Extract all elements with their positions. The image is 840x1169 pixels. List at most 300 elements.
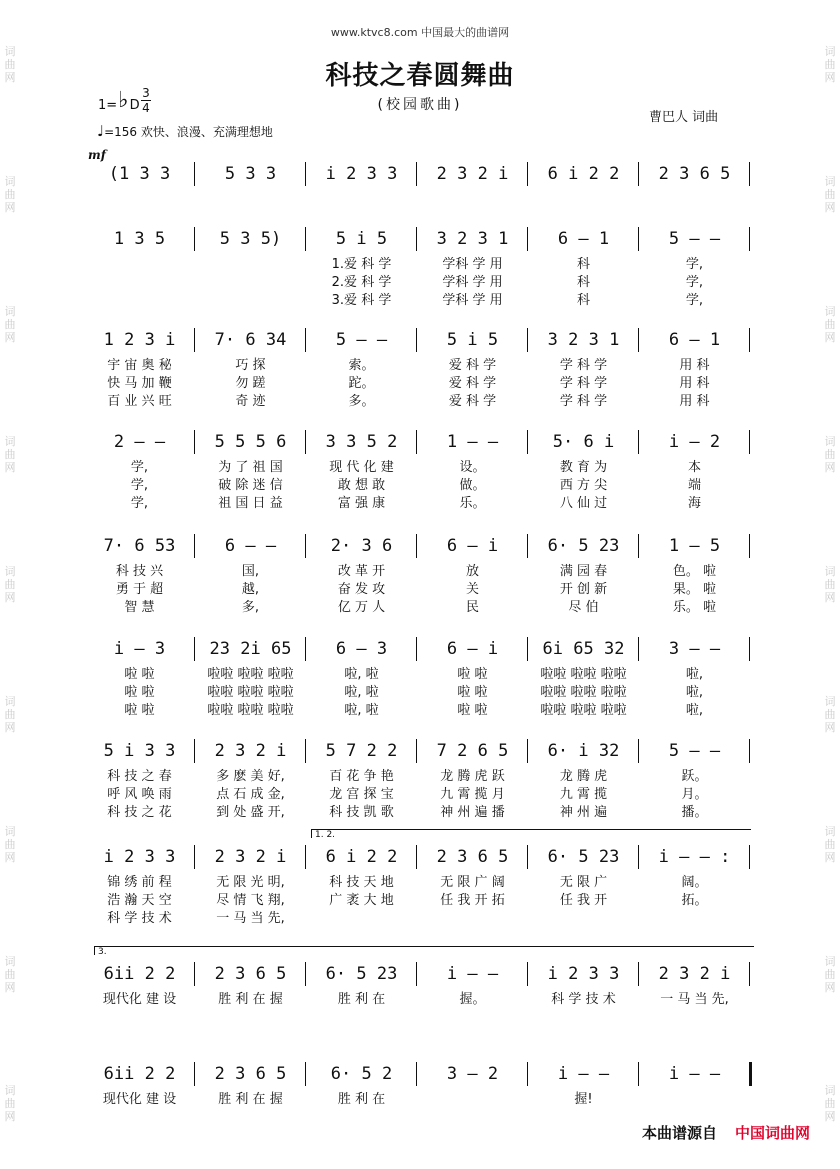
- tempo-text: =156 欢快、浪漫、充满理想地: [104, 125, 273, 139]
- system-8: [84, 830, 750, 926]
- lyric-segment: 啦 啦: [124, 685, 155, 700]
- song-title: 科技之春圆舞曲: [325, 61, 515, 91]
- lyric-segment: 1.爱 科 学: [331, 257, 392, 272]
- lyric-segment: 用 科: [679, 376, 710, 391]
- key-prefix: 1=: [98, 98, 118, 113]
- watermark-char: 曲: [824, 967, 836, 981]
- lyric-segment: 民: [465, 600, 479, 615]
- watermark-group: [823, 825, 837, 864]
- barline: [527, 162, 528, 186]
- lyric-segment: 学科 学 用: [442, 257, 503, 272]
- lyric-segment: 啦啦 啦啦 啦啦: [207, 667, 294, 682]
- measure: 2 3 2 i: [214, 847, 287, 867]
- watermark-char: 网: [824, 1110, 836, 1124]
- measure: 3 3 5 2: [325, 432, 398, 452]
- lyric-segment: 现 代 化 建: [329, 460, 394, 475]
- barline: [416, 1062, 417, 1086]
- lyric-line-1: [84, 253, 750, 271]
- measure: 6 – 1: [668, 330, 721, 350]
- barline: [194, 637, 195, 661]
- lyric-segment: 八 仙 过: [559, 496, 608, 511]
- system-4: [84, 428, 750, 510]
- lyric-segment: 学科 学 用: [442, 293, 503, 308]
- lyric-segment: 胜 利 在: [337, 1092, 386, 1107]
- lyric-segment: 科 学 技 术: [107, 911, 172, 926]
- barline: [194, 430, 195, 454]
- barline: [638, 534, 639, 558]
- lyric-segment: 智 慧: [124, 600, 155, 615]
- barline: [527, 962, 528, 986]
- measure: 1 3 5: [113, 229, 166, 249]
- time-signature: [141, 86, 151, 115]
- lyric-line-3: [84, 289, 750, 307]
- barline: [527, 845, 528, 869]
- watermark-right: [823, 0, 837, 1169]
- watermark-char: 网: [4, 71, 16, 85]
- flat-sign-icon: ♭: [118, 88, 129, 113]
- lyric-segment: 广 袤 大 地: [329, 893, 394, 908]
- key-signature: [98, 90, 140, 115]
- measure: 6· 5 2: [330, 1064, 393, 1084]
- watermark-char: 网: [4, 720, 16, 734]
- lyric-segment: 现代化 建 设: [102, 992, 177, 1007]
- barline: [305, 962, 306, 986]
- lyric-segment: 龙 宫 探 宝: [329, 787, 394, 802]
- watermark-group: [823, 695, 837, 734]
- lyric-segment: 学,: [685, 275, 704, 290]
- system-1: [84, 160, 750, 188]
- lyric-segment: 点 石 成 金,: [216, 787, 285, 802]
- lyric-segment: 关: [465, 582, 479, 597]
- lyric-segment: 科 技 凯 歌: [329, 805, 394, 820]
- barline: [527, 1062, 528, 1086]
- measure: 5 – –: [668, 229, 721, 249]
- footer-credit: [642, 1122, 810, 1143]
- measure: 2 3 2 i: [214, 741, 287, 761]
- measure: 5 3 5): [219, 229, 282, 249]
- lyric-segment: 用 科: [679, 394, 710, 409]
- watermark-group: [823, 565, 837, 604]
- lyric-line-1: [84, 871, 750, 889]
- watermark-char: 网: [824, 201, 836, 215]
- tempo-marking: [97, 122, 273, 140]
- time-top: 3: [142, 86, 150, 100]
- watermark-char: 网: [4, 331, 16, 345]
- watermark-char: 词: [824, 45, 836, 59]
- lyric-segment: 啦啦 啦啦 啦啦: [540, 685, 627, 700]
- watermark-char: 词: [4, 564, 16, 578]
- watermark-char: 曲: [824, 318, 836, 332]
- lyric-segment: 海: [687, 496, 701, 511]
- lyric-segment: 学,: [130, 478, 149, 493]
- measure: 6· 5 23: [547, 847, 620, 867]
- lyric-segment: 3.爱 科 学: [331, 293, 392, 308]
- notation-line: [84, 532, 750, 560]
- measure: 6 – 1: [557, 229, 610, 249]
- lyric-segment: 勇 于 超: [115, 582, 164, 597]
- measure: 6 – i: [446, 536, 499, 556]
- watermark-char: 网: [4, 201, 16, 215]
- barline: [194, 328, 195, 352]
- lyric-segment: 九 霄 揽 月: [440, 787, 505, 802]
- barline: [305, 534, 306, 558]
- barline: [416, 637, 417, 661]
- lyric-segment: 握!: [574, 1092, 593, 1107]
- notation-line: [84, 635, 750, 663]
- lyric-segment: 爱 科 学: [448, 376, 497, 391]
- lyric-segment: 一 马 当 先,: [216, 911, 285, 926]
- measure: 5 – –: [335, 330, 388, 350]
- barline: [194, 227, 195, 251]
- measure: 2 – –: [113, 432, 166, 452]
- lyric-segment: 索。: [348, 358, 375, 373]
- system-3: [84, 326, 750, 408]
- barline: [638, 162, 639, 186]
- lyric-segment: 敢 想 敢: [337, 478, 386, 493]
- watermark-char: 网: [4, 590, 16, 604]
- watermark-group: [3, 305, 17, 344]
- measure: 2 3 6 5: [214, 1064, 287, 1084]
- measure: 7 2 6 5: [436, 741, 509, 761]
- barline: [305, 227, 306, 251]
- lyric-segment: 巧 探: [235, 358, 266, 373]
- watermark-char: 网: [824, 331, 836, 345]
- site-url[interactable]: www.ktvc8.com 中国最大的曲谱网: [330, 26, 510, 39]
- lyric-segment: 拓。: [681, 893, 708, 908]
- watermark-char: 曲: [4, 58, 16, 72]
- measure: 5 i 5: [335, 229, 388, 249]
- lyric-line-2: [84, 372, 750, 390]
- measure: 6 i 2 2: [325, 847, 398, 867]
- measure: 5 – –: [668, 741, 721, 761]
- watermark-char: 词: [824, 564, 836, 578]
- lyric-segment: [195, 253, 306, 271]
- system-10: [84, 1060, 750, 1106]
- watermark-char: 曲: [824, 837, 836, 851]
- watermark-char: 词: [824, 175, 836, 189]
- watermark-char: 词: [4, 824, 16, 838]
- barline: [527, 227, 528, 251]
- measure: i – –: [446, 964, 499, 984]
- barline: [527, 328, 528, 352]
- measure: 2 3 2 i: [658, 964, 731, 984]
- lyric-segment: 学,: [685, 293, 704, 308]
- barline: [749, 534, 750, 558]
- lyric-segment: 设。: [459, 460, 486, 475]
- lyric-segment: 啦 啦: [457, 685, 488, 700]
- lyric-line-2: [84, 681, 750, 699]
- watermark-group: [823, 435, 837, 474]
- lyric-segment: 握。: [459, 992, 486, 1007]
- barline: [527, 430, 528, 454]
- lyric-segment: 啦, 啦: [344, 667, 379, 682]
- notation-line: [84, 737, 750, 765]
- measure: 1 – –: [446, 432, 499, 452]
- lyric-segment: 任 我 开: [559, 893, 608, 908]
- barline: [416, 739, 417, 763]
- lyric-segment: 胜 利 在 握: [218, 992, 283, 1007]
- watermark-group: [3, 435, 17, 474]
- lyric-segment: 月。: [681, 787, 708, 802]
- lyric-segment: 啦 啦: [457, 667, 488, 682]
- barline: [638, 962, 639, 986]
- barline: [416, 328, 417, 352]
- watermark-char: 词: [4, 305, 16, 319]
- lyric-segment: 播。: [681, 805, 708, 820]
- measure: (1 3 3: [108, 164, 171, 184]
- lyric-segment: [639, 907, 750, 925]
- watermark-char: 曲: [4, 837, 16, 851]
- measure: 1 – 5: [668, 536, 721, 556]
- lyric-segment: 多,: [241, 600, 260, 615]
- system-5: [84, 532, 750, 614]
- lyric-line-1: [84, 456, 750, 474]
- lyric-segment: [84, 289, 195, 307]
- measure: 5 i 3 3: [103, 741, 176, 761]
- watermark-char: 词: [4, 954, 16, 968]
- measure: 3 – –: [668, 639, 721, 659]
- lyric-segment: 乐。: [459, 496, 486, 511]
- barline: [305, 739, 306, 763]
- lyric-segment: [528, 907, 639, 925]
- watermark-char: 词: [824, 694, 836, 708]
- barline: [194, 162, 195, 186]
- watermark-group: [823, 175, 837, 214]
- lyric-line-1: [84, 354, 750, 372]
- lyric-segment: 学 科 学: [559, 358, 608, 373]
- lyric-line-3: [84, 390, 750, 408]
- watermark-char: 曲: [4, 1097, 16, 1111]
- lyric-segment: 越,: [241, 582, 260, 597]
- barline: [305, 845, 306, 869]
- watermark-left: [3, 0, 17, 1169]
- lyric-segment: 科: [576, 293, 590, 308]
- measure: i – 2: [668, 432, 721, 452]
- barline: [194, 845, 195, 869]
- lyric-segment: 勿 蹉: [235, 376, 266, 391]
- watermark-char: 曲: [824, 707, 836, 721]
- lyric-segment: 现代化 建 设: [102, 1092, 177, 1107]
- barline: [416, 845, 417, 869]
- lyric-line-2: [84, 271, 750, 289]
- measure: 2 3 6 5: [214, 964, 287, 984]
- measure: 6· 5 23: [547, 536, 620, 556]
- watermark-char: 词: [824, 954, 836, 968]
- lyric-segment: 浩 瀚 天 空: [107, 893, 172, 908]
- watermark-char: 词: [4, 694, 16, 708]
- system-7: [84, 737, 750, 819]
- lyric-segment: 色。 啦: [672, 564, 717, 579]
- measure: i – – :: [658, 847, 731, 867]
- volta-bracket: 3.: [94, 946, 754, 955]
- lyric-segment: [84, 253, 195, 271]
- barline: [638, 845, 639, 869]
- lyric-segment: 做。: [459, 478, 486, 493]
- lyric-segment: 奇 迹: [235, 394, 266, 409]
- lyric-line-3: [84, 492, 750, 510]
- lyric-segment: 科: [576, 275, 590, 290]
- lyric-segment: 呼 风 唤 雨: [107, 787, 172, 802]
- measure: 3 2 3 1: [436, 229, 509, 249]
- lyric-segment: 开 创 新: [559, 582, 608, 597]
- watermark-char: 词: [4, 45, 16, 59]
- lyric-segment: 爱 科 学: [448, 358, 497, 373]
- lyric-segment: [417, 907, 528, 925]
- measure: 6 – 3: [335, 639, 388, 659]
- lyric-segment: 满 园 春: [559, 564, 608, 579]
- barline: [638, 739, 639, 763]
- barline: [638, 430, 639, 454]
- footer-source: 本曲谱源自: [641, 1124, 717, 1142]
- notation-line: [84, 326, 750, 354]
- watermark-char: 网: [824, 850, 836, 864]
- lyric-segment: 龙 腾 虎: [559, 769, 608, 784]
- lyric-segment: 百 花 争 艳: [329, 769, 394, 784]
- lyric-segment: 啦啦 啦啦 啦啦: [207, 685, 294, 700]
- lyric-segment: 跃。: [681, 769, 708, 784]
- measure: 6 i 2 2: [547, 164, 620, 184]
- lyric-segment: 奋 发 攻: [337, 582, 386, 597]
- barline: [416, 227, 417, 251]
- measure: 7· 6 53: [103, 536, 176, 556]
- lyric-segment: 为 了 祖 国: [218, 460, 283, 475]
- notation-line: [84, 160, 750, 188]
- system-6: [84, 635, 750, 717]
- lyric-line-1: [84, 560, 750, 578]
- measure: 7· 6 34: [214, 330, 287, 350]
- watermark-char: 曲: [824, 188, 836, 202]
- measure: 5 5 5 6: [214, 432, 287, 452]
- notation-line: [84, 428, 750, 456]
- measure: 6ii 2 2: [103, 964, 176, 984]
- notation-line: [84, 843, 750, 871]
- lyric-segment: 啦啦 啦啦 啦啦: [540, 667, 627, 682]
- measure: i – –: [557, 1064, 610, 1084]
- measure: 5 3 3: [224, 164, 277, 184]
- lyric-segment: 放: [465, 564, 479, 579]
- watermark-char: 词: [4, 175, 16, 189]
- barline: [416, 430, 417, 454]
- lyric-segment: 破 除 迷 信: [218, 478, 283, 493]
- measure: 6 – –: [224, 536, 277, 556]
- lyric-segment: 国,: [241, 564, 260, 579]
- barline: [305, 430, 306, 454]
- measure: i 2 3 3: [547, 964, 620, 984]
- lyric-segment: 多。: [348, 394, 375, 409]
- measure: 1 2 3 i: [103, 330, 176, 350]
- measure: 5· 6 i: [552, 432, 615, 452]
- lyric-segment: 亿 万 人: [337, 600, 386, 615]
- lyric-segment: 科 技 兴: [115, 564, 164, 579]
- measure: 6i 65 32: [542, 639, 625, 659]
- barline: [749, 227, 750, 251]
- lyric-segment: 到 处 盛 开,: [216, 805, 285, 820]
- lyric-segment: 西 方 尖: [559, 478, 608, 493]
- volta-bracket: 1. 2.: [311, 829, 751, 838]
- lyric-line-3: [84, 801, 750, 819]
- watermark-char: 网: [824, 720, 836, 734]
- lyric-segment: [195, 271, 306, 289]
- system-9: [84, 947, 750, 1007]
- watermark-char: 曲: [4, 707, 16, 721]
- dynamic-marking: mf: [88, 148, 106, 162]
- lyric-segment: 学,: [685, 257, 704, 272]
- measure: 23 2i 65: [209, 639, 292, 659]
- lyric-segment: 学 科 学: [559, 394, 608, 409]
- lyric-line-1: [84, 1088, 750, 1106]
- watermark-char: 词: [824, 305, 836, 319]
- measure: 2· 3 6: [330, 536, 393, 556]
- barline: [416, 962, 417, 986]
- barline: [638, 227, 639, 251]
- lyric-segment: 学科 学 用: [442, 275, 503, 290]
- lyric-segment: 一 马 当 先,: [660, 992, 729, 1007]
- measure: i 2 3 3: [325, 164, 398, 184]
- watermark-char: 曲: [824, 58, 836, 72]
- lyric-line-2: [84, 889, 750, 907]
- lyric-segment: 科 学 技 术: [551, 992, 616, 1007]
- lyric-segment: 尽 伯: [568, 600, 599, 615]
- lyric-segment: [84, 271, 195, 289]
- author-credit: 曹巴人 词曲: [649, 110, 719, 125]
- measure: 2 3 6 5: [658, 164, 731, 184]
- lyric-segment: 科: [576, 257, 590, 272]
- lyric-segment: [639, 1088, 750, 1106]
- lyric-segment: 乐。 啦: [672, 600, 717, 615]
- lyric-segment: 宇 宙 奥 秘: [107, 358, 172, 373]
- measure: 5 i 5: [446, 330, 499, 350]
- lyric-segment: 阔。: [681, 875, 708, 890]
- watermark-char: 曲: [4, 577, 16, 591]
- lyric-segment: [195, 289, 306, 307]
- watermark-group: [3, 955, 17, 994]
- lyric-segment: 啦,: [685, 667, 704, 682]
- lyric-line-3: [84, 907, 750, 925]
- lyric-segment: 无 限 光 明,: [216, 875, 285, 890]
- lyric-segment: 啦啦 啦啦 啦啦: [540, 703, 627, 718]
- watermark-char: 网: [824, 590, 836, 604]
- lyric-segment: 学 科 学: [559, 376, 608, 391]
- key-letter: D: [129, 98, 140, 113]
- lyric-segment: 锦 绣 前 程: [107, 875, 172, 890]
- barline: [749, 162, 750, 186]
- measure: 2 3 2 i: [436, 164, 509, 184]
- lyric-segment: 啦 啦: [124, 667, 155, 682]
- lyric-segment: 祖 国 日 益: [218, 496, 283, 511]
- system-2: [84, 225, 750, 307]
- lyric-segment: 爱 科 学: [448, 394, 497, 409]
- lyric-segment: 快 马 加 鞭: [107, 376, 172, 391]
- lyric-segment: 跎。: [348, 376, 375, 391]
- lyric-segment: 改 革 开: [337, 564, 386, 579]
- lyric-segment: [417, 1088, 528, 1106]
- lyric-segment: 啦,: [685, 703, 704, 718]
- watermark-char: 曲: [4, 188, 16, 202]
- lyric-line-2: [84, 783, 750, 801]
- lyric-segment: 神 州 遍 播: [440, 805, 505, 820]
- measure: i – 3: [113, 639, 166, 659]
- notation-line: [84, 225, 750, 253]
- footer-brand-link[interactable]: 中国词曲网: [734, 1124, 810, 1142]
- lyric-segment: 学,: [130, 460, 149, 475]
- lyric-segment: 多 麽 美 好,: [216, 769, 285, 784]
- lyric-segment: 胜 利 在: [337, 992, 386, 1007]
- notation-line: [84, 960, 750, 988]
- lyric-segment: 用 科: [679, 358, 710, 373]
- measure: i 2 3 3: [103, 847, 176, 867]
- barline: [416, 534, 417, 558]
- lyric-line-1: [84, 663, 750, 681]
